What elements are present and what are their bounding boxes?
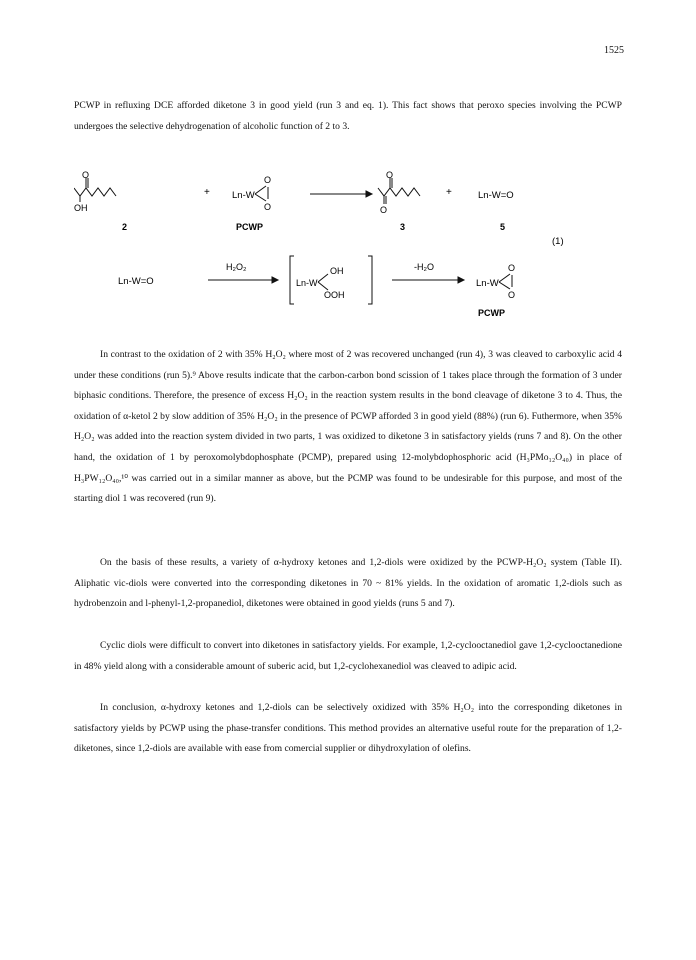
- reagent-h2o2: H₂O₂: [226, 262, 247, 272]
- label-compound-5: 5: [500, 222, 506, 232]
- paragraph-1: PCWP in refluxing DCE afforded diketone 3 in good yield (run 3 and eq. 1). This fact shows that peroxo species involving the PCWP undergoes the selective dehydrogenation of alcoholic function of 2 to 3.: [74, 100, 622, 132]
- reaction-arrow-3: [392, 277, 464, 283]
- product-ln-w: Ln-W: [476, 278, 499, 289]
- intermediate-ln-w: Ln-W: [296, 278, 318, 288]
- plus-1: +: [204, 187, 210, 198]
- label-compound-2: 2: [122, 222, 128, 232]
- product-peroxo: [499, 274, 512, 289]
- pcwp-o-bottom: O: [264, 202, 272, 212]
- product-o-bottom: O: [508, 290, 516, 300]
- compound-3-o-bottom: O: [380, 205, 388, 215]
- pcwp-peroxo: [255, 186, 268, 201]
- paragraph-4: Cyclic diols were difficult to convert into diketones in satisfactory yields. For example, 1,2-cyclooctanediol gave 1,2-cyclooctanedione in 48% yield along with a considerable amount of suberic acid, but 1,2-cyclohexanediol was cleaved to adipic acid.: [74, 640, 622, 672]
- reaction-arrow-2: [208, 277, 278, 283]
- compound-2-oh: OH: [74, 203, 88, 213]
- plus-2: +: [446, 187, 452, 198]
- label-pcwp-2: PCWP: [478, 308, 505, 318]
- label-compound-3: 3: [400, 222, 406, 232]
- compound-3-structure: [378, 178, 420, 204]
- reagent-minus-h2o: -H₂O: [414, 262, 434, 272]
- product-o-top: O: [508, 263, 516, 273]
- paragraph-2: In contrast to the oxidation of 2 with 35% H₂O₂ where most of 2 was recovered unchanged (run 4), 3 was cleaved to carboxylic acid 4 under these conditions (run 5).⁹ Above results indicate that the carbon-carbon bond scission of 1 takes place through the formation of 3 under biphasic conditions. Therefore, the presence of excess H₂O₂ in the reaction system results in the bond cleavage of diketone 3 to 4. Thus, the oxidation of α-ketol 2 by slow addition of 35% H₂O₂ in the presence of PCWP afforded 3 in good yield (88%) (run 6). Futhermore, when 35% H₂O₂ was added into the reaction system divided in two parts, 1 was oxidized to diketone 3 in satisfactory yields (runs 7 and 8). On the other hand, the oxidation of 1 by peroxomolybdophosphate (PCMP), prepared using 12-molybdophosphoric acid (H₃PMo₁₂O₄₀) in place of H₃PW₁₂O₄₀,¹⁰ was carried out in a similar manner as above, but the PCMP was found to be undesirable for this purpose, and most of the starting diol 1 was recovered (run 9).: [74, 349, 622, 505]
- compound-2-structure: [74, 178, 116, 202]
- equation-number: (1): [552, 236, 564, 247]
- ln-w-o-start: Ln-W=O: [118, 276, 154, 287]
- pcwp-o-top: O: [264, 175, 272, 185]
- pcwp-ln-w: Ln-W: [232, 190, 255, 201]
- page-number: 1525: [604, 45, 624, 56]
- label-pcwp: PCWP: [236, 222, 263, 232]
- paragraph-5: In conclusion, α-hydroxy ketones and 1,2-diols can be selectively oxidized with 35% H₂O₂ into the corresponding diketones in satisfactory yields by PCWP using the phase-transfer conditions. This method provides an alternative useful route for the preparation of 1,2-diketones, since 1,2-diols are available with ease from comercial supplier or dihydroxylation of olefins.: [74, 702, 622, 755]
- scheme-drawing: [74, 168, 622, 328]
- reaction-scheme: [74, 168, 622, 328]
- compound-2-o: O: [82, 170, 90, 180]
- paragraph-3: On the basis of these results, a variety of α-hydroxy ketones and 1,2-diols were oxidized by the PCWP-H₂O₂ system (Table II). Aliphatic vic-diols were converted into the corresponding diketones in 70 ~ 81% yields. In the oxidation of aromatic 1,2-diols such as hydrobenzoin and l-phenyl-1,2-propanediol, diketones were obtained in good yields (runs 5 and 7).: [74, 557, 622, 610]
- intermediate-ooh: OOH: [324, 290, 345, 300]
- reaction-arrow-1: [310, 191, 372, 197]
- intermediate-oh: OH: [330, 266, 344, 276]
- compound-3-o-top: O: [386, 170, 394, 180]
- compound-5-structure: Ln-W=O: [478, 190, 514, 201]
